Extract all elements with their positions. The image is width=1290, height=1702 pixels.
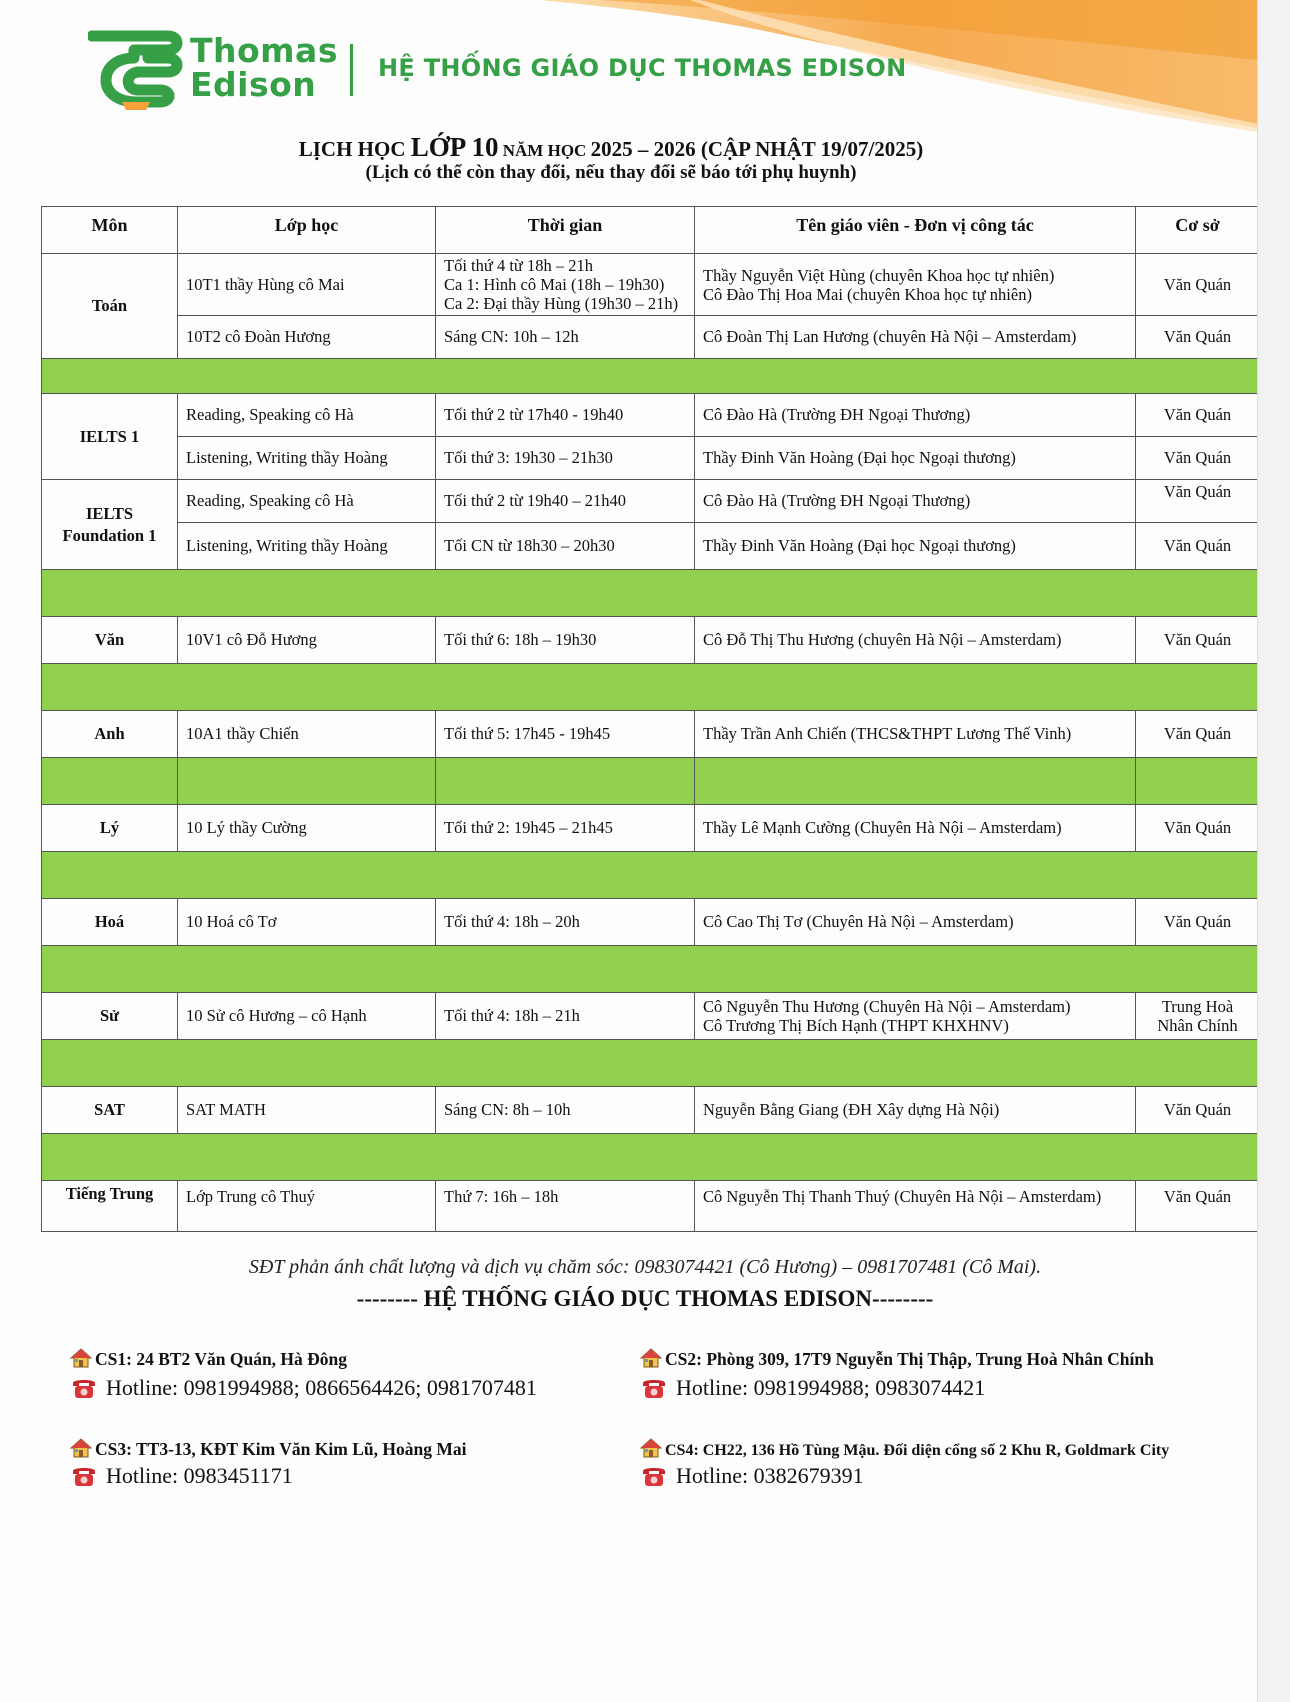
- campus-cell: Văn Quán: [1136, 805, 1260, 852]
- logo-text: [190, 31, 338, 104]
- footer-contact-line: SĐT phản ánh chất lượng và dịch vụ chăm sóc: 0983074421 (Cô Hương) – 0981707481 (Cô Mai).: [248, 1256, 1042, 1278]
- time-cell: Tối thứ 4: 18h – 20h: [436, 899, 695, 946]
- campus-cell: Văn Quán: [1136, 480, 1260, 523]
- teacher-cell: Thầy Trần Anh Chiến (THCS&THPT Lương Thế Vinh): [695, 711, 1136, 758]
- campus-cell: Văn Quán: [1136, 1087, 1260, 1134]
- time-cell: Sáng CN: 10h – 12h: [436, 316, 695, 359]
- class-cell: 10V1 cô Đỗ Hương: [178, 617, 436, 664]
- house-icon: [640, 1438, 662, 1463]
- separator-row: [42, 852, 1260, 899]
- subject-cell: Hoá: [42, 899, 178, 946]
- table-row: [42, 394, 1260, 437]
- class-cell: 10 Sử cô Hương – cô Hạnh: [178, 993, 436, 1040]
- campus-line: Trung Hoà: [1161, 997, 1234, 1016]
- separator-row: [42, 664, 1260, 711]
- table-row: [42, 480, 1260, 523]
- page-edge: [1257, 0, 1290, 1702]
- class-cell: Listening, Writing thầy Hoàng: [178, 437, 436, 480]
- class-cell: Listening, Writing thầy Hoàng: [178, 523, 436, 570]
- class-cell: 10A1 thầy Chiến: [178, 711, 436, 758]
- campus-cell: Văn Quán: [1136, 316, 1260, 359]
- teacher-line: Cô Trương Thị Bích Hạnh (THPT KHXHNV): [703, 1016, 1009, 1035]
- branch-hotline-text: Hotline: 0981994988; 0866564426; 0981707481: [106, 1375, 537, 1400]
- class-cell: SAT MATH: [178, 1087, 436, 1134]
- teacher-cell: Cô Đoàn Thị Lan Hương (chuyên Hà Nội – Amsterdam): [695, 316, 1136, 359]
- time-line: Ca 2: Đại thầy Hùng (19h30 – 21h): [444, 294, 679, 313]
- branch-address-text: CS2: Phòng 309, 17T9 Nguyễn Thị Thập, Trung Hoà Nhân Chính: [665, 1349, 1154, 1369]
- time-cell: Thứ 7: 16h – 18h: [436, 1181, 695, 1232]
- teacher-cell: Nguyễn Bằng Giang (ĐH Xây dựng Hà Nội): [695, 1087, 1136, 1134]
- subject-cell: Văn: [42, 617, 178, 664]
- branch-address-cs1: [70, 1348, 347, 1373]
- logo-line-1: Thomas: [190, 31, 338, 70]
- title-year: 2025 – 2026 (CẬP NHẬT 19/07/2025): [590, 137, 924, 161]
- table-header-row: [42, 207, 1260, 254]
- time-cell: Sáng CN: 8h – 10h: [436, 1087, 695, 1134]
- campus-cell: Văn Quán: [1136, 254, 1260, 316]
- table-row: [42, 1087, 1260, 1134]
- header-campus: Cơ sở: [1136, 207, 1260, 254]
- subject-cell: Tiếng Trung: [42, 1181, 178, 1232]
- time-line: Ca 1: Hình cô Mai (18h – 19h30): [444, 275, 665, 294]
- table-row: [42, 711, 1260, 758]
- branch-address-cs3: [70, 1438, 466, 1463]
- table-row: [42, 617, 1260, 664]
- teacher-cell: [695, 254, 1136, 316]
- teacher-line: Cô Nguyễn Thu Hương (Chuyên Hà Nội – Amsterdam): [703, 997, 1071, 1016]
- class-cell: Reading, Speaking cô Hà: [178, 394, 436, 437]
- branch-address-text: CS4: CH22, 136 Hồ Tùng Mậu. Đối diện cổng số 2 Khu R, Goldmark City: [665, 1442, 1170, 1459]
- teacher-cell: Cô Đào Hà (Trường ĐH Ngoại Thương): [695, 394, 1136, 437]
- time-cell: Tối CN từ 18h30 – 20h30: [436, 523, 695, 570]
- branch-address-text: CS3: TT3-13, KĐT Kim Văn Kim Lũ, Hoàng Mai: [95, 1439, 467, 1459]
- subject-line: Foundation 1: [62, 525, 157, 545]
- campus-cell: Văn Quán: [1136, 394, 1260, 437]
- separator-row: [42, 359, 1260, 394]
- campus-cell: Văn Quán: [1136, 899, 1260, 946]
- header-time: Thời gian: [436, 207, 695, 254]
- title-grade: LỚP 10: [410, 132, 499, 162]
- title-prefix: LỊCH HỌC: [298, 137, 411, 161]
- time-cell: [436, 254, 695, 316]
- title-year-label: NĂM HỌC: [498, 141, 591, 160]
- subject-cell: SAT: [42, 1087, 178, 1134]
- page-title: [0, 132, 1222, 163]
- branch-hotline-cs1: [70, 1375, 537, 1405]
- header-system-name: HỆ THỐNG GIÁO DỤC THOMAS EDISON: [378, 54, 907, 82]
- header-class: Lớp học: [178, 207, 436, 254]
- schedule-table: [41, 206, 1260, 1232]
- teacher-line: Thầy Nguyễn Việt Hùng (chuyên Khoa học tự nhiên): [703, 265, 1055, 285]
- branch-hotline-cs3: [70, 1463, 293, 1493]
- separator-row: [42, 570, 1260, 617]
- teacher-cell: Cô Cao Thị Tơ (Chuyên Hà Nội – Amsterdam): [695, 899, 1136, 946]
- subject-cell: IELTS 1: [42, 394, 178, 480]
- time-cell: Tối thứ 3: 19h30 – 21h30: [436, 437, 695, 480]
- time-cell: Tối thứ 6: 18h – 19h30: [436, 617, 695, 664]
- campus-cell: Văn Quán: [1136, 711, 1260, 758]
- campus-line: Nhân Chính: [1157, 1016, 1238, 1035]
- campus-cell: Văn Quán: [1136, 523, 1260, 570]
- branch-hotline-cs2: [640, 1375, 985, 1405]
- time-cell: Tối thứ 2 từ 19h40 – 21h40: [436, 480, 695, 523]
- class-cell: Reading, Speaking cô Hà: [178, 480, 436, 523]
- teacher-cell: Thầy Lê Mạnh Cường (Chuyên Hà Nội – Amsterdam): [695, 805, 1136, 852]
- table-row: [42, 254, 1260, 316]
- separator-row: [42, 758, 1260, 805]
- telephone-icon: [70, 1465, 98, 1493]
- subject-cell: Anh: [42, 711, 178, 758]
- house-icon: [70, 1438, 92, 1463]
- class-cell: 10 Lý thầy Cường: [178, 805, 436, 852]
- telephone-icon: [70, 1377, 98, 1405]
- branch-hotline-text: Hotline: 0382679391: [676, 1463, 864, 1488]
- teacher-cell: Thầy Đinh Văn Hoàng (Đại học Ngoại thương): [695, 437, 1136, 480]
- branch-address-cs2: [640, 1348, 1154, 1373]
- time-cell: Tối thứ 2: 19h45 – 21h45: [436, 805, 695, 852]
- subject-cell: Lý: [42, 805, 178, 852]
- page-subtitle: (Lịch có thể còn thay đổi, nếu thay đổi sẽ báo tới phụ huynh): [365, 162, 857, 183]
- house-icon: [70, 1348, 92, 1373]
- branch-address-text: CS1: 24 BT2 Văn Quán, Hà Đông: [95, 1349, 348, 1369]
- time-cell: Tối thứ 4: 18h – 21h: [436, 993, 695, 1040]
- campus-cell: Văn Quán: [1136, 617, 1260, 664]
- table-row: [42, 437, 1260, 480]
- table-row: [42, 993, 1260, 1040]
- branch-hotline-text: Hotline: 0981994988; 0983074421: [676, 1375, 986, 1400]
- header-subject: Môn: [42, 207, 178, 254]
- telephone-icon: [640, 1377, 668, 1405]
- teacher-cell: Cô Nguyễn Thị Thanh Thuý (Chuyên Hà Nội – Amsterdam): [695, 1181, 1136, 1232]
- branch-address-cs4: [640, 1438, 1169, 1463]
- class-cell: 10 Hoá cô Tơ: [178, 899, 436, 946]
- branch-hotline-cs4: [640, 1463, 864, 1493]
- subject-cell: Toán: [42, 254, 178, 359]
- footer-system-name: -------- HỆ THỐNG GIÁO DỤC THOMAS EDISON--------: [356, 1286, 934, 1311]
- logo-line-2: Edison: [190, 65, 317, 104]
- table-row: [42, 523, 1260, 570]
- teacher-cell: [695, 993, 1136, 1040]
- time-cell: Tối thứ 2 từ 17h40 - 19h40: [436, 394, 695, 437]
- subject-cell: [42, 480, 178, 570]
- house-icon: [640, 1348, 662, 1373]
- table-row: [42, 899, 1260, 946]
- telephone-icon: [640, 1465, 668, 1493]
- teacher-cell: Thầy Đinh Văn Hoàng (Đại học Ngoại thương): [695, 523, 1136, 570]
- class-cell: 10T2 cô Đoàn Hương: [178, 316, 436, 359]
- separator-row: [42, 946, 1260, 993]
- table-row: [42, 316, 1260, 359]
- teacher-cell: Cô Đào Hà (Trường ĐH Ngoại Thương): [695, 480, 1136, 523]
- logo-divider: [350, 44, 353, 96]
- campus-cell: Văn Quán: [1136, 1181, 1260, 1232]
- separator-row: [42, 1040, 1260, 1087]
- campus-cell: [1136, 993, 1260, 1040]
- branch-hotline-text: Hotline: 0983451171: [106, 1463, 293, 1488]
- teacher-cell: Cô Đỗ Thị Thu Hương (chuyên Hà Nội – Amsterdam): [695, 617, 1136, 664]
- separator-row: [42, 1134, 1260, 1181]
- table-row: [42, 1181, 1260, 1232]
- time-line: Tối thứ 4 từ 18h – 21h: [444, 256, 593, 275]
- header-teacher: Tên giáo viên - Đơn vị công tác: [695, 207, 1136, 254]
- teacher-line: Cô Đào Thị Hoa Mai (chuyên Khoa học tự nhiên): [703, 284, 1032, 304]
- time-cell: Tối thứ 5: 17h45 - 19h45: [436, 711, 695, 758]
- class-cell: 10T1 thầy Hùng cô Mai: [178, 254, 436, 316]
- subject-cell: Sử: [42, 993, 178, 1040]
- class-cell: Lớp Trung cô Thuý: [178, 1181, 436, 1232]
- campus-cell: Văn Quán: [1136, 437, 1260, 480]
- subject-line: IELTS: [85, 503, 134, 523]
- table-row: [42, 805, 1260, 852]
